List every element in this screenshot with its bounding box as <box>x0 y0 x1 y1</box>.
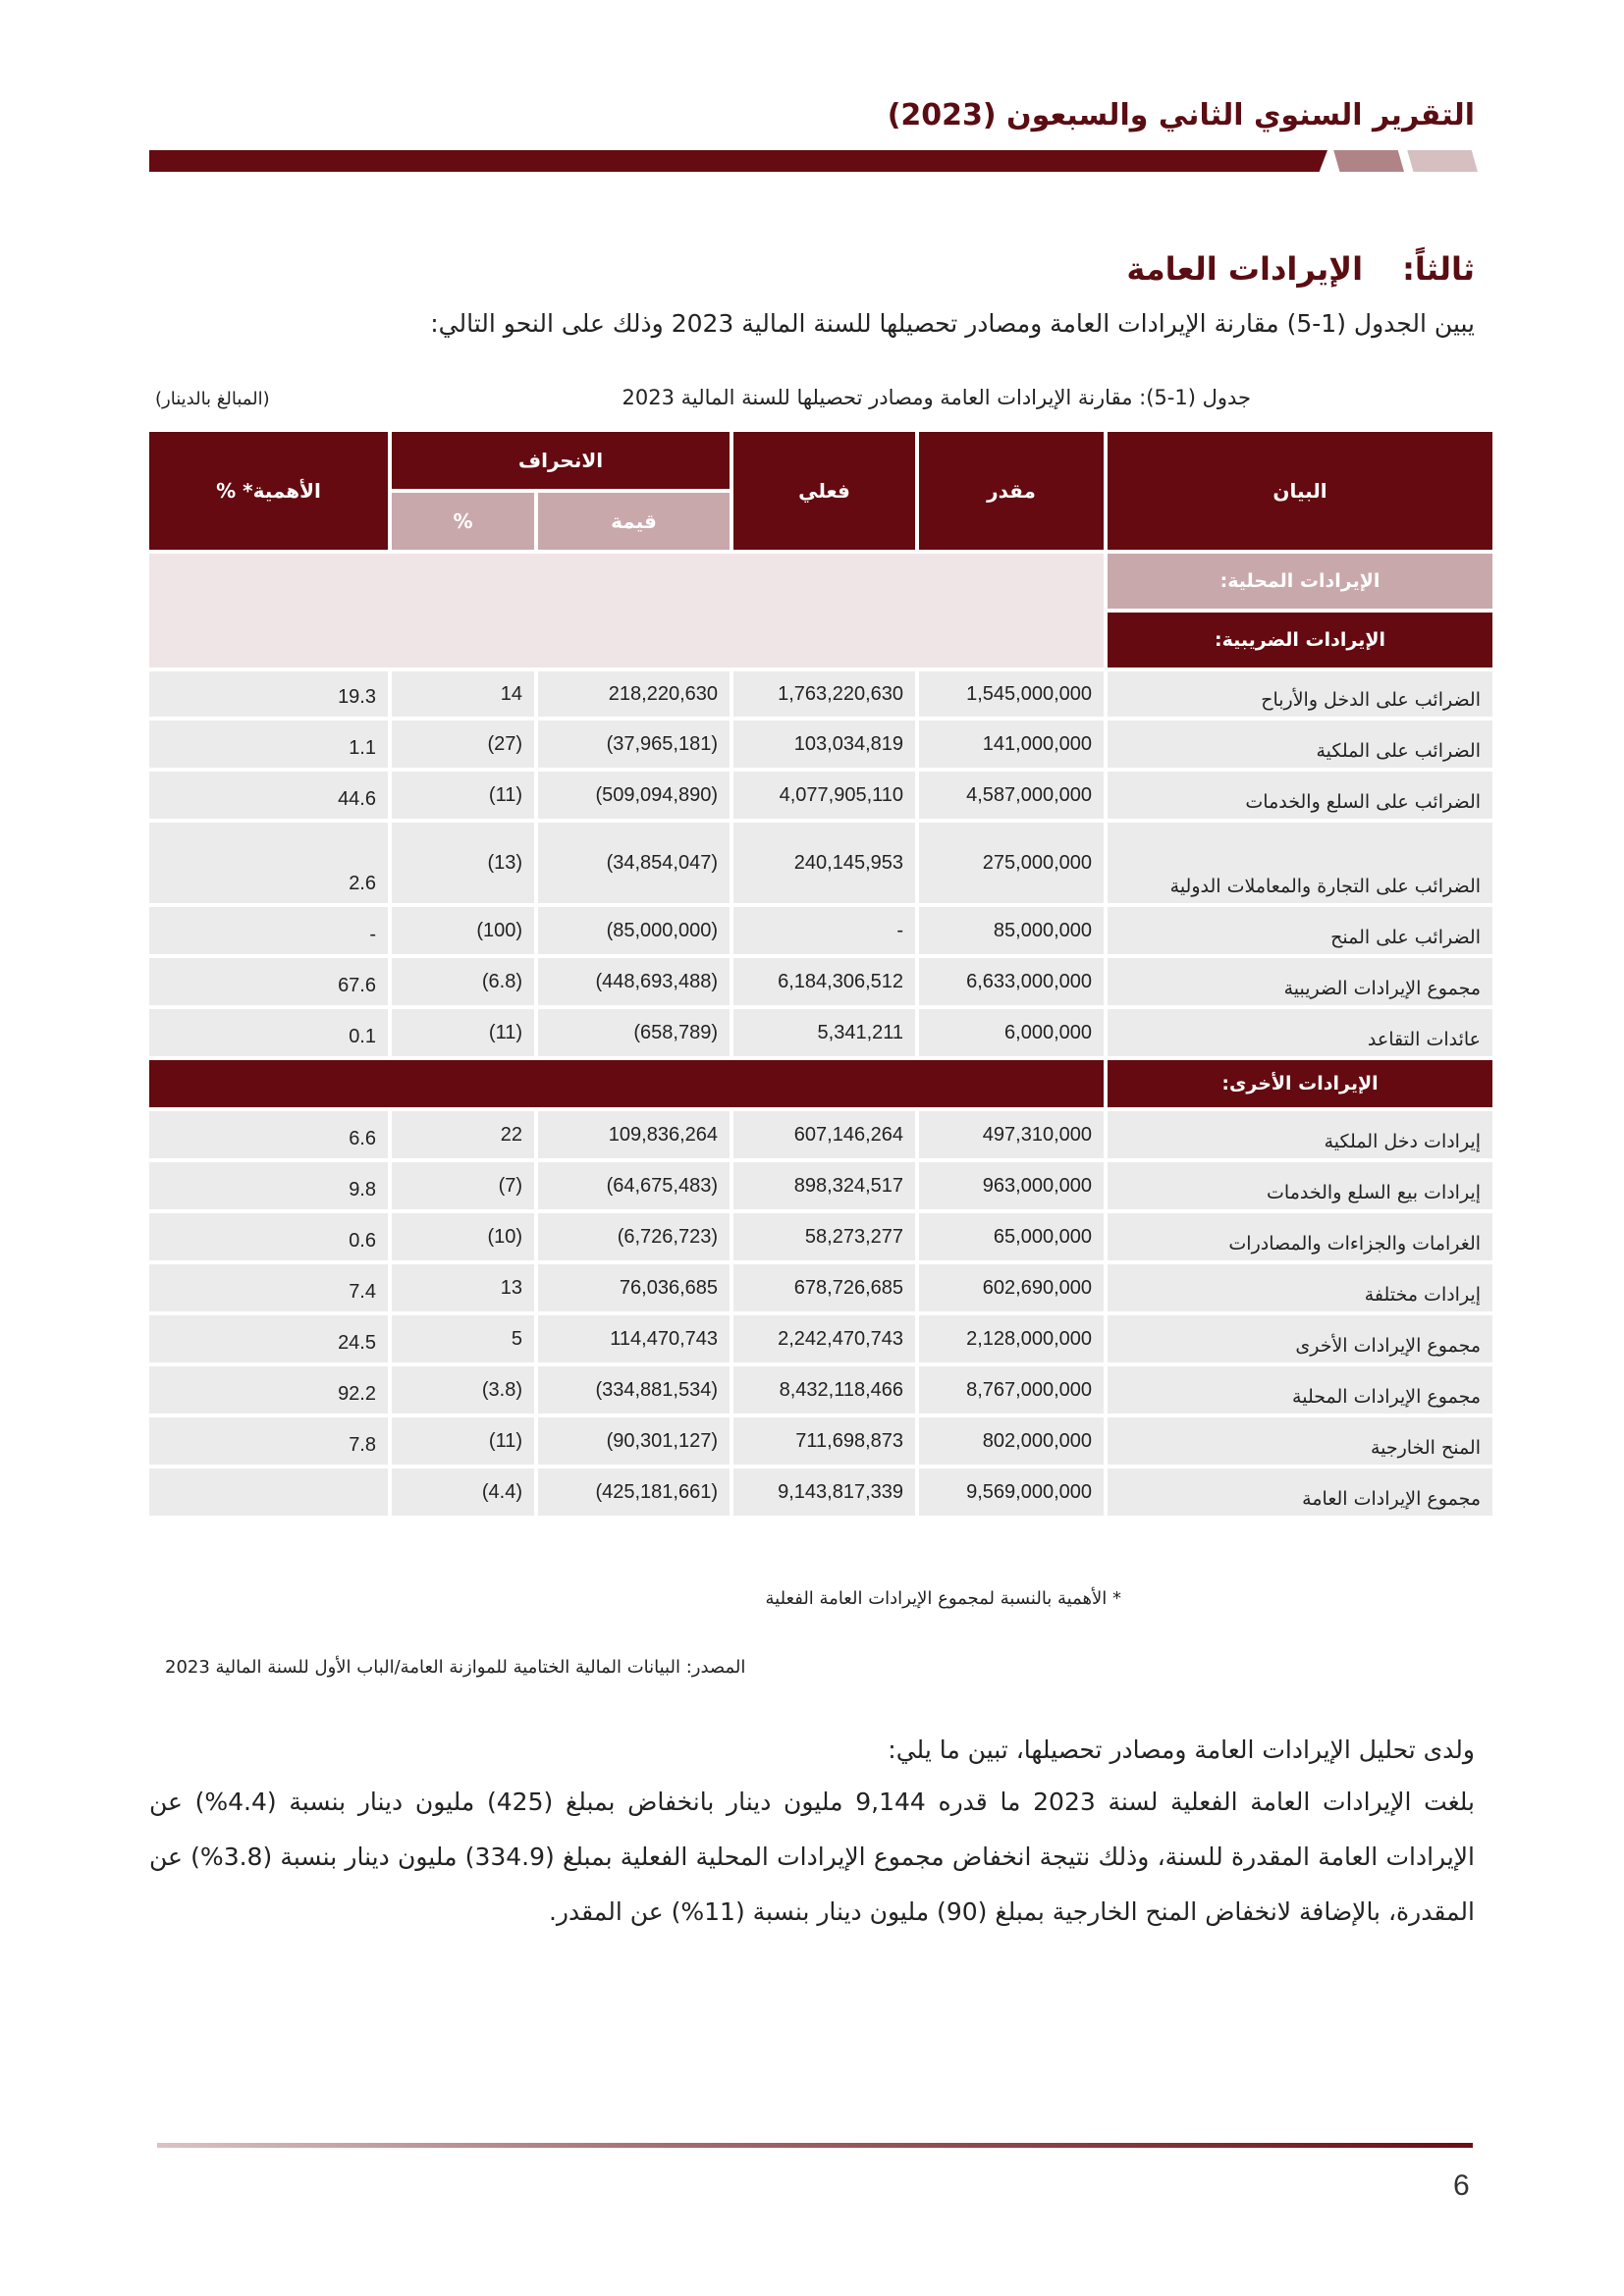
row-estimated <box>919 907 1104 954</box>
row-deviation-pct <box>392 772 534 819</box>
table-source: المصدر: البيانات المالية الختامية للموازنة العامة/الباب الأول للسنة المالية 2023 <box>165 1657 746 1678</box>
cell-value: (13) <box>487 851 523 874</box>
row-label: الضرائب على السلع والخدمات <box>1108 772 1492 819</box>
cell-value: (34,854,047) <box>606 851 719 874</box>
cell-value: 13 <box>500 1276 523 1299</box>
table-row <box>149 671 1492 717</box>
table-row <box>149 907 1492 954</box>
row-importance <box>149 1315 388 1362</box>
cell-value: 4,077,905,110 <box>779 783 904 806</box>
row-actual <box>733 1009 915 1056</box>
cell-value: 5 <box>511 1327 523 1350</box>
header-deviation-pct: % <box>392 493 534 550</box>
cell-value: 6.6 <box>349 1128 376 1149</box>
cell-value: (7) <box>498 1174 523 1197</box>
cell-value: (37,965,181) <box>606 732 719 755</box>
row-estimated <box>919 1366 1104 1414</box>
row-label: الضرائب على التجارة والمعاملات الدولية <box>1108 823 1492 903</box>
cell-value: 65,000,000 <box>993 1225 1093 1248</box>
table-row <box>149 1162 1492 1209</box>
header-deviation-value: قيمة <box>538 493 730 550</box>
analysis-lead: ولدى تحليل الإيرادات العامة ومصادر تحصيلها، تبين ما يلي: <box>888 1735 1475 1764</box>
row-actual <box>733 1417 915 1465</box>
cell-value: (334,881,534) <box>595 1378 719 1401</box>
cell-value: 9,569,000,000 <box>966 1480 1093 1503</box>
header-deviation: الانحراف <box>392 432 730 489</box>
row-actual <box>733 907 915 954</box>
cell-value: (90,301,127) <box>606 1429 719 1452</box>
row-actual <box>733 671 915 717</box>
header-bar-main <box>149 150 1327 172</box>
row-label: الغرامات والجزاءات والمصادرات <box>1108 1213 1492 1260</box>
row-estimated <box>919 772 1104 819</box>
row-deviation-value <box>538 1111 730 1158</box>
cell-value: 607,146,264 <box>793 1123 904 1146</box>
cell-value: 58,273,277 <box>804 1225 904 1248</box>
table-footnote: * الأهمية بالنسبة لمجموع الإيرادات العامة الفعلية <box>765 1588 1121 1609</box>
row-estimated <box>919 1264 1104 1311</box>
cell-value: (509,094,890) <box>595 783 719 806</box>
row-label: الضرائب على الدخل والأرباح <box>1108 671 1492 717</box>
cell-value: 0.1 <box>349 1026 376 1047</box>
row-deviation-pct <box>392 1468 534 1516</box>
row-deviation-pct <box>392 671 534 717</box>
cell-value: (6.8) <box>481 970 523 992</box>
cell-value: 8,432,118,466 <box>779 1378 904 1401</box>
row-label: عائدات التقاعد <box>1108 1009 1492 1056</box>
row-deviation-value <box>538 1213 730 1260</box>
row-deviation-pct <box>392 1111 534 1158</box>
cell-value: 2,128,000,000 <box>966 1327 1093 1350</box>
row-deviation-value <box>538 958 730 1005</box>
table-row <box>149 1009 1492 1056</box>
cell-value: 6,184,306,512 <box>778 970 904 992</box>
cell-value: 6,000,000 <box>1004 1021 1093 1043</box>
row-deviation-value <box>538 1468 730 1516</box>
cell-value: 9.8 <box>349 1179 376 1201</box>
row-label: مجموع الإيرادات المحلية <box>1108 1366 1492 1414</box>
row-importance <box>149 1366 388 1414</box>
table-caption: جدول (1-5): مقارنة الإيرادات العامة ومصادر تحصيلها للسنة المالية 2023 <box>622 386 1251 409</box>
row-importance <box>149 772 388 819</box>
group-blank <box>149 554 1104 667</box>
row-label: مجموع الإيرادات الأخرى <box>1108 1315 1492 1362</box>
cell-value: 67.6 <box>338 975 376 996</box>
row-importance <box>149 823 388 903</box>
row-actual <box>733 721 915 768</box>
cell-value: 602,690,000 <box>982 1276 1093 1299</box>
cell-value: (425,181,661) <box>595 1480 719 1503</box>
cell-value: 92.2 <box>338 1383 376 1405</box>
row-deviation-pct <box>392 907 534 954</box>
row-actual <box>733 1264 915 1311</box>
section-title: الإيرادات العامة <box>1126 250 1364 288</box>
cell-value: 1,763,220,630 <box>778 682 904 705</box>
row-label: إيرادات بيع السلع والخدمات <box>1108 1162 1492 1209</box>
cell-value: (3.8) <box>481 1378 523 1401</box>
row-estimated <box>919 823 1104 903</box>
cell-value: (658,789) <box>633 1021 719 1043</box>
table-row <box>149 1213 1492 1260</box>
row-actual <box>733 1213 915 1260</box>
row-label: مجموع الإيرادات الضريبية <box>1108 958 1492 1005</box>
row-importance <box>149 1468 388 1516</box>
table-row <box>149 721 1492 768</box>
cell-value: (100) <box>476 919 523 941</box>
header-decor-bar <box>149 150 1475 172</box>
row-label: مجموع الإيرادات العامة <box>1108 1468 1492 1516</box>
cell-value: 7.4 <box>349 1281 376 1303</box>
row-estimated <box>919 1111 1104 1158</box>
report-title: التقرير السنوي الثاني والسبعون (2023) <box>887 98 1475 133</box>
row-actual <box>733 958 915 1005</box>
cell-value: 103,034,819 <box>793 732 904 755</box>
row-actual <box>733 1315 915 1362</box>
section-heading <box>1126 250 1475 288</box>
analysis-body: بلغت الإيرادات العامة الفعلية لسنة 2023 ما قدره 9,144 مليون دينار بانخفاض بمبلغ (425) مليون دينار بنسبة (4.4%) عن الإيرادات العامة المقدرة للسنة، وذلك نتيجة انخفاض مجموع الإيرادات المحلية الفعلية بمبلغ (334.9) مليون دينار بنسبة (3.8%) عن المقدرة، بالإضافة لانخفاض المنح الخارجية بمبلغ (90) مليون دينار بنسبة (11%) عن المقدر. <box>149 1788 1476 1926</box>
table-row <box>149 1111 1492 1158</box>
table-row <box>149 958 1492 1005</box>
row-label: الضرائب على المنح <box>1108 907 1492 954</box>
cell-value: 1.1 <box>349 737 376 759</box>
table-row <box>149 1417 1492 1465</box>
row-importance <box>149 1417 388 1465</box>
cell-value: 22 <box>500 1123 523 1146</box>
row-deviation-pct <box>392 721 534 768</box>
cell-value: (10) <box>487 1225 523 1248</box>
cell-value: 5,341,211 <box>817 1021 904 1043</box>
row-deviation-value <box>538 1315 730 1362</box>
cell-value: 1,545,000,000 <box>966 682 1093 705</box>
cell-value: - <box>896 919 904 941</box>
row-importance <box>149 671 388 717</box>
row-deviation-value <box>538 772 730 819</box>
cell-value: 24.5 <box>338 1332 376 1354</box>
cell-value: 19.3 <box>338 686 376 708</box>
cell-value: - <box>369 924 376 945</box>
row-estimated <box>919 1468 1104 1516</box>
section-number: ثالثاً: <box>1402 250 1475 288</box>
row-actual <box>733 1366 915 1414</box>
table-row <box>149 1366 1492 1414</box>
table-row <box>149 823 1492 903</box>
row-deviation-value <box>538 1366 730 1414</box>
table-units: (المبالغ بالدينار) <box>155 389 270 409</box>
row-actual <box>733 772 915 819</box>
cell-value: 2,242,470,743 <box>778 1327 904 1350</box>
row-actual <box>733 1468 915 1516</box>
header-statement: البيان <box>1108 432 1492 550</box>
row-importance <box>149 1213 388 1260</box>
row-deviation-pct <box>392 823 534 903</box>
cell-value: 76,036,685 <box>619 1276 719 1299</box>
header-actual: فعلي <box>733 432 915 550</box>
cell-value: 963,000,000 <box>982 1174 1093 1197</box>
cell-value: (85,000,000) <box>606 919 719 941</box>
cell-value: 14 <box>500 682 523 705</box>
cell-value: 44.6 <box>338 788 376 810</box>
row-deviation-value <box>538 1009 730 1056</box>
row-estimated <box>919 958 1104 1005</box>
header-estimated: مقدر <box>919 432 1104 550</box>
row-estimated <box>919 1213 1104 1260</box>
group-other-blank <box>149 1060 1104 1107</box>
cell-value: 2.6 <box>349 873 376 894</box>
cell-value: 85,000,000 <box>993 919 1093 941</box>
row-estimated <box>919 1009 1104 1056</box>
row-deviation-value <box>538 1264 730 1311</box>
row-deviation-pct <box>392 1009 534 1056</box>
cell-value: 898,324,517 <box>793 1174 904 1197</box>
row-estimated <box>919 1315 1104 1362</box>
cell-value: 4,587,000,000 <box>966 783 1093 806</box>
cell-value: (11) <box>488 783 523 806</box>
row-deviation-value <box>538 1162 730 1209</box>
row-estimated <box>919 1417 1104 1465</box>
cell-value: 8,767,000,000 <box>966 1378 1093 1401</box>
page-number: 6 <box>1453 2169 1470 2202</box>
row-deviation-value <box>538 907 730 954</box>
footer-divider <box>157 2143 1473 2148</box>
row-importance <box>149 721 388 768</box>
header-bar-light <box>1401 150 1478 172</box>
cell-value: 275,000,000 <box>982 851 1093 874</box>
row-label: إيرادات مختلفة <box>1108 1264 1492 1311</box>
cell-value: (4.4) <box>481 1480 523 1503</box>
group-other-revenue: الإيرادات الأخرى: <box>1108 1060 1492 1107</box>
row-deviation-value <box>538 1417 730 1465</box>
cell-value: 141,000,000 <box>982 732 1093 755</box>
cell-value: 711,698,873 <box>795 1429 904 1452</box>
cell-value: 802,000,000 <box>982 1429 1093 1452</box>
row-deviation-pct <box>392 1162 534 1209</box>
row-importance <box>149 958 388 1005</box>
row-deviation-value <box>538 721 730 768</box>
cell-value: 497,310,000 <box>982 1123 1093 1146</box>
row-estimated <box>919 671 1104 717</box>
table-row <box>149 772 1492 819</box>
cell-value: 6,633,000,000 <box>966 970 1093 992</box>
cell-value: (27) <box>487 732 523 755</box>
row-importance <box>149 1264 388 1311</box>
row-estimated <box>919 1162 1104 1209</box>
row-deviation-pct <box>392 1417 534 1465</box>
cell-value: 678,726,685 <box>793 1276 904 1299</box>
cell-value: 7.8 <box>349 1434 376 1456</box>
header-importance: الأهمية* % <box>149 432 388 550</box>
table-row <box>149 1264 1492 1311</box>
row-importance <box>149 1162 388 1209</box>
row-deviation-pct <box>392 1366 534 1414</box>
row-deviation-value <box>538 823 730 903</box>
row-deviation-pct <box>392 958 534 1005</box>
row-importance <box>149 1111 388 1158</box>
table-row <box>149 1468 1492 1516</box>
cell-value: 9,143,817,339 <box>778 1480 904 1503</box>
revenue-table <box>145 428 1496 1520</box>
row-importance <box>149 1009 388 1056</box>
row-deviation-pct <box>392 1315 534 1362</box>
row-label: الضرائب على الملكية <box>1108 721 1492 768</box>
row-estimated <box>919 721 1104 768</box>
cell-value: (448,693,488) <box>595 970 719 992</box>
row-actual <box>733 1111 915 1158</box>
cell-value: 109,836,264 <box>608 1123 719 1146</box>
row-actual <box>733 823 915 903</box>
cell-value: 0.6 <box>349 1230 376 1252</box>
row-deviation-value <box>538 671 730 717</box>
cell-value: (11) <box>488 1429 523 1452</box>
row-importance <box>149 907 388 954</box>
header-bar-mid <box>1327 150 1404 172</box>
cell-value: 218,220,630 <box>608 682 719 705</box>
row-label: المنح الخارجية <box>1108 1417 1492 1465</box>
cell-value: (11) <box>488 1021 523 1043</box>
row-actual <box>733 1162 915 1209</box>
cell-value: (6,726,723) <box>617 1225 719 1248</box>
group-local-revenue: الإيرادات المحلية: <box>1108 554 1492 609</box>
row-label: إيرادات دخل الملكية <box>1108 1111 1492 1158</box>
cell-value: 114,470,743 <box>610 1327 719 1350</box>
cell-value: 240,145,953 <box>793 851 904 874</box>
cell-value: (64,675,483) <box>606 1174 719 1197</box>
row-deviation-pct <box>392 1264 534 1311</box>
table-row <box>149 1315 1492 1362</box>
group-tax-revenue: الإيرادات الضريبية: <box>1108 613 1492 667</box>
row-deviation-pct <box>392 1213 534 1260</box>
section-intro: يبين الجدول (1-5) مقارنة الإيرادات العامة ومصادر تحصيلها للسنة المالية 2023 وذلك على النحو التالي: <box>430 309 1475 338</box>
